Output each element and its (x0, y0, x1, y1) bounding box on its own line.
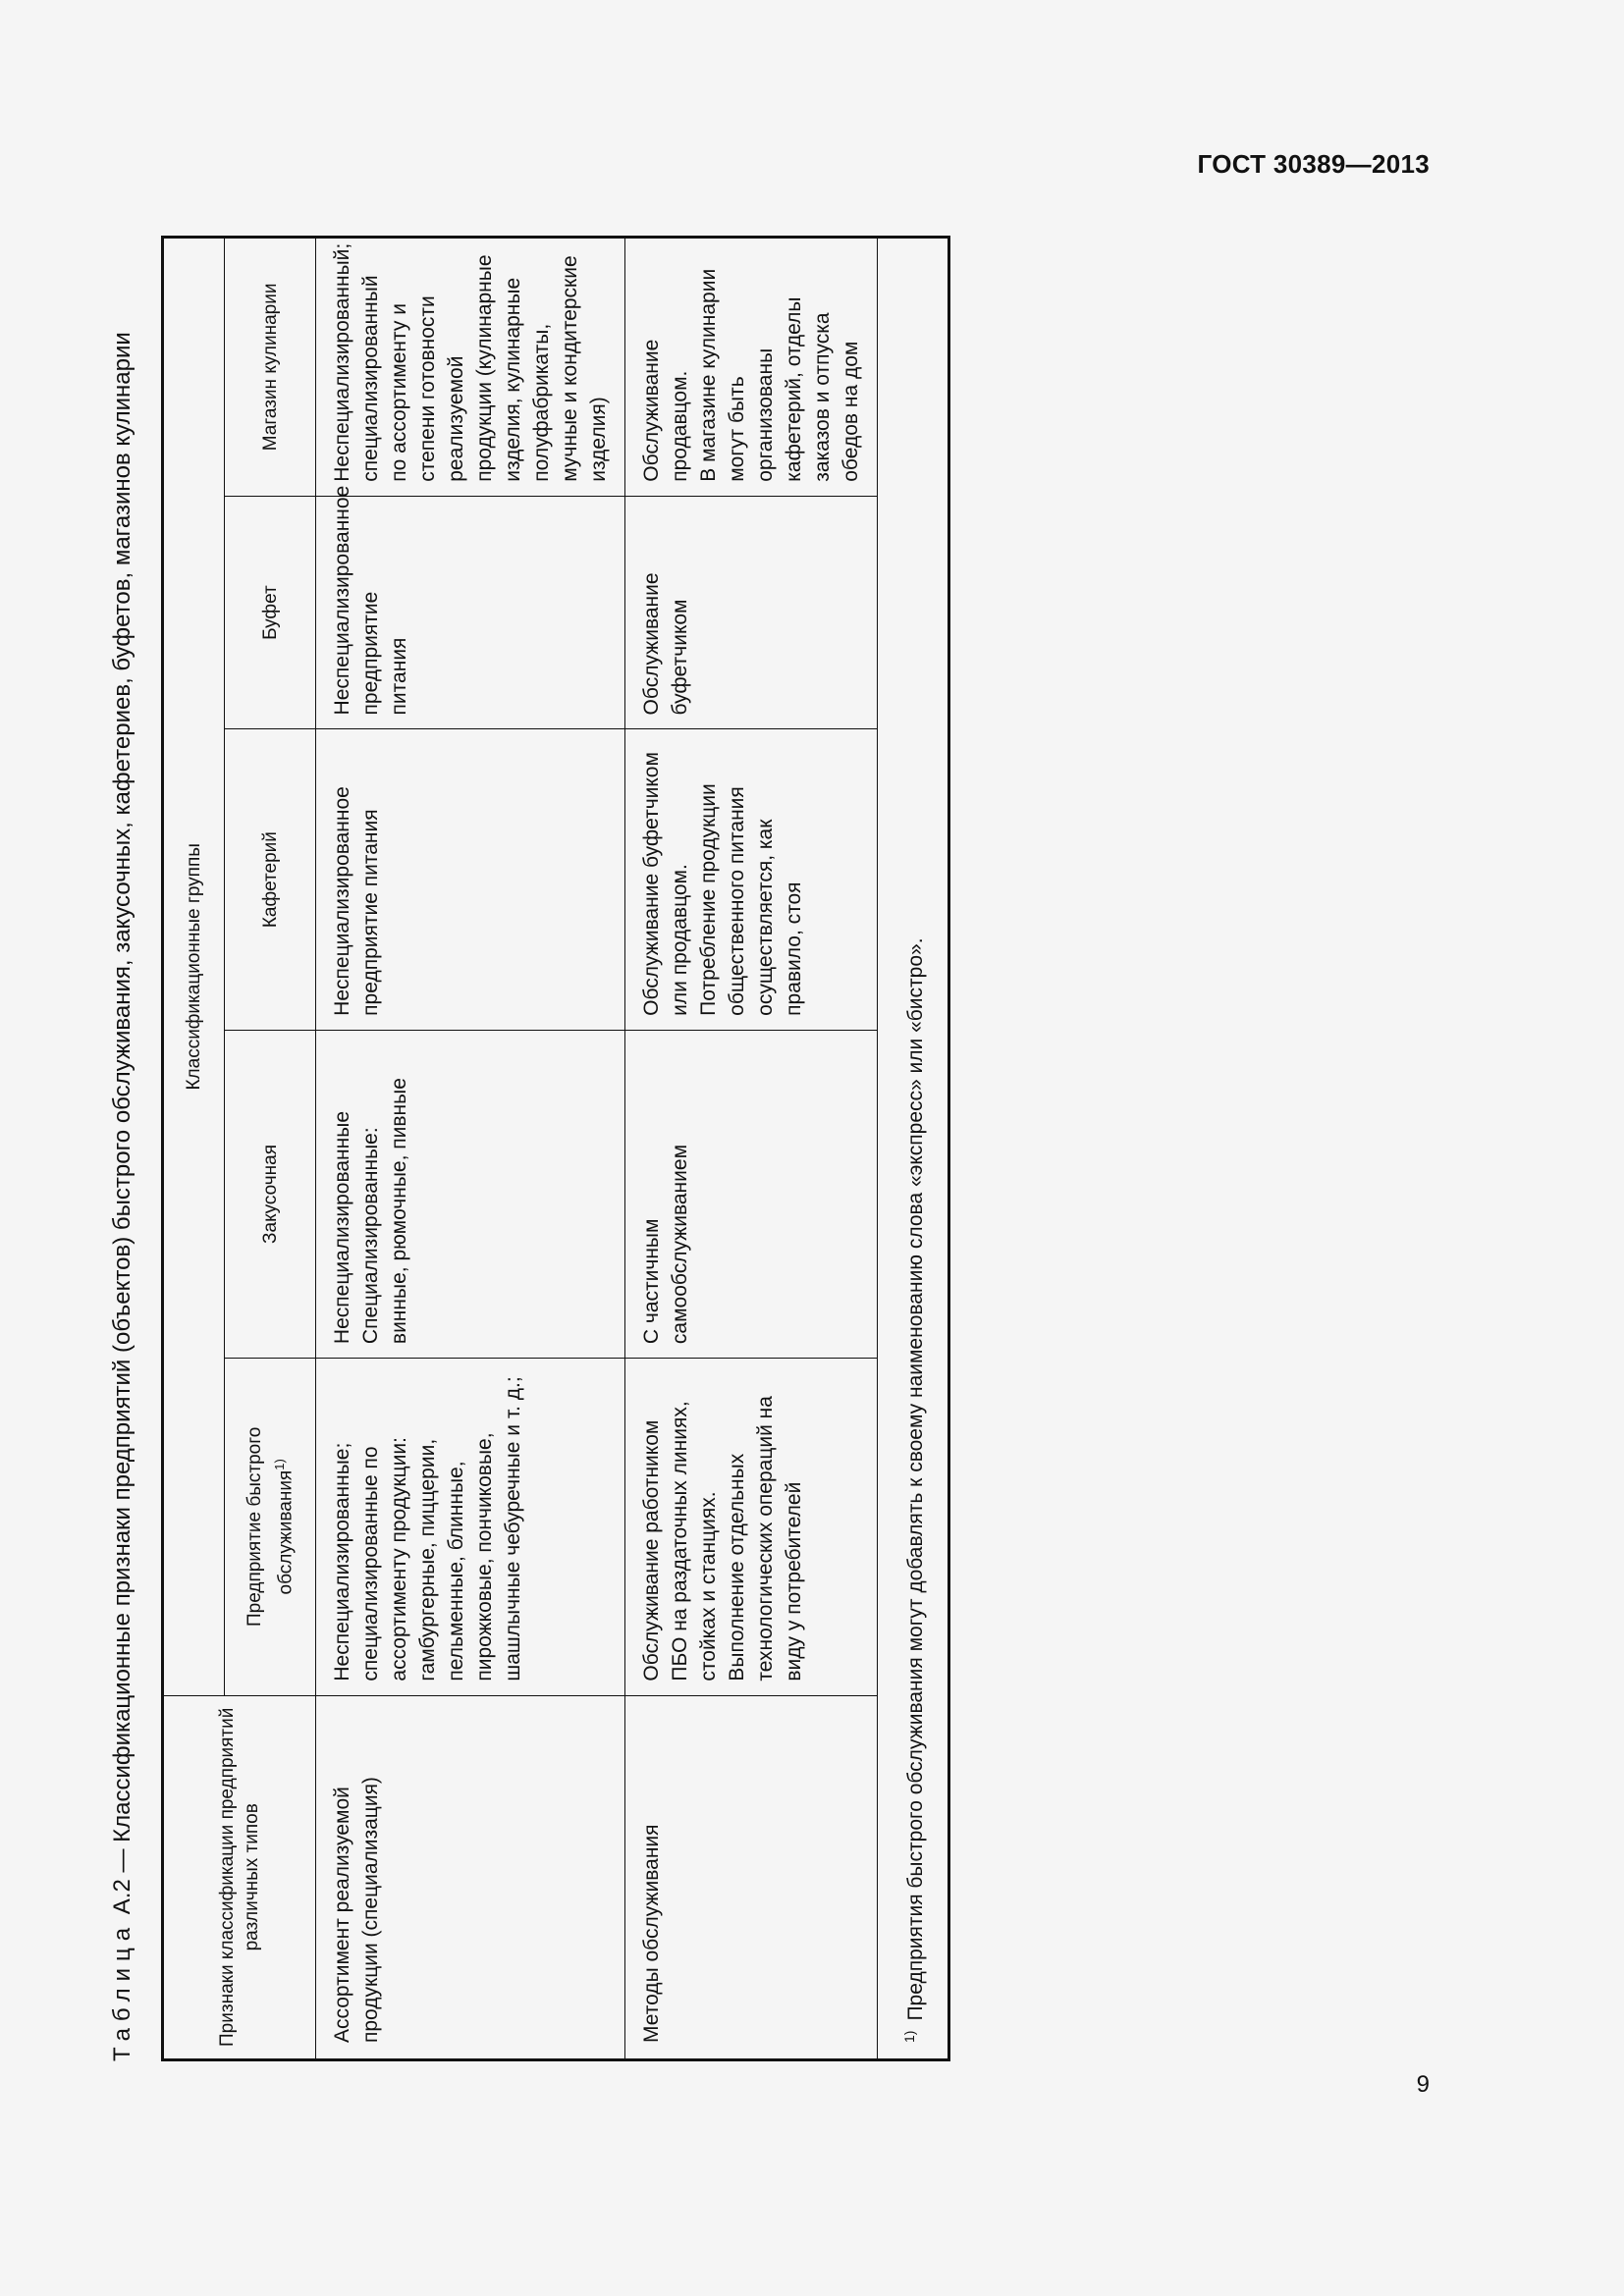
rotated-table-block (108, 236, 1051, 2061)
table-cell: Неспециализированный; специализированный по ассортименту и степени готовности реализуемой продукции (кулинарные изделия, кулинарные полуфабрикаты, мучные и кондитерские изделия) (316, 238, 625, 497)
table-cell: Неспециализированное предприятие питания (316, 729, 625, 1030)
table-cell: Неспециализированное предприятие питания (316, 496, 625, 729)
footnote-ref: 1) (272, 1459, 287, 1470)
caption-title: — Классификационные признаки предприятий (объектов) быстрого обслуживания, закусочных, кафетериев, буфетов, магазинов кулинарии (109, 332, 135, 1873)
row-label: Ассортимент реализуемой продукции (специализация) (316, 1695, 625, 2059)
table-cell: Неспециализированные Специализированные: винные, рюмочные, пивные (316, 1030, 625, 1358)
footnote-row (878, 238, 949, 2060)
footnote-text: Предприятия быстрого обслуживания могут добавлять к своему наименованию слова «экспресс» или «бистро». (904, 937, 928, 2021)
table-cell: Неспециализированные; специализированные по ассортименту продукции: гамбургерные, пиццерии, пельменные, блинные, пирожковые, пончиковые, шашлычные чебуречные и т. д.; (316, 1359, 625, 1696)
caption-label: Таблица (109, 1920, 135, 2061)
column-header-label: Предприятие быстрого обслуживания (244, 1426, 297, 1628)
table-caption (108, 236, 137, 2061)
column-header: Закусочная (225, 1030, 316, 1358)
standard-id: ГОСТ 30389—2013 (1197, 149, 1430, 179)
page-number: 9 (1416, 2071, 1430, 2098)
caption-number: А.2 (109, 1879, 135, 1915)
table-cell: Обслуживание продавцом. В магазине кулинарии могут быть организованы кафетерий, отделы заказов и отпуска обедов на дом (625, 238, 878, 497)
classification-table (161, 236, 950, 2061)
column-header (225, 1359, 316, 1696)
table-cell: Обслуживание буфетчиком или продавцом. Потребление продукции общественного питания осуществляется, как правило, стоя (625, 729, 878, 1030)
column-header: Кафетерий (225, 729, 316, 1030)
header-row-group (163, 238, 225, 2060)
table-row (316, 238, 625, 2060)
table-row (625, 238, 878, 2060)
table-cell: С частичным самообслуживанием (625, 1030, 878, 1358)
header-first-col: Признаки классификации предприятий различных типов (163, 1695, 316, 2059)
footnote-mark: 1) (901, 2030, 918, 2043)
table-cell: Обслуживание работником ПБО на раздаточных линиях, стойках и станциях. Выполнение отдельных технологических операций на виду у потребителей (625, 1359, 878, 1696)
column-header: Буфет (225, 496, 316, 729)
column-header: Магазин кулинарии (225, 238, 316, 497)
row-label: Методы обслуживания (625, 1695, 878, 2059)
header-group: Классификационные группы (163, 238, 225, 1696)
table-cell: Обслуживание буфетчиком (625, 496, 878, 729)
footnote (878, 238, 949, 2060)
